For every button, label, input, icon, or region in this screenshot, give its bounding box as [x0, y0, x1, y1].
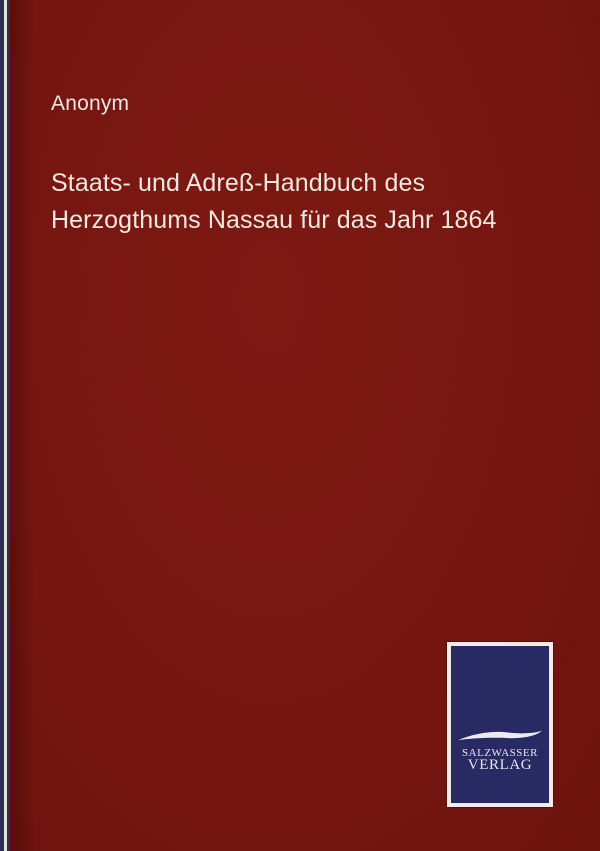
author-name: Anonym	[51, 92, 130, 115]
publisher-logo	[447, 642, 553, 807]
book-title	[51, 165, 497, 239]
book-title-line-2: Herzogthums Nassau für das Jahr 1864	[51, 206, 497, 234]
book-title-line-1: Staats- und Adreß-Handbuch des	[51, 169, 426, 197]
wave-icon	[457, 730, 543, 741]
publisher-name-top: SALZWASSER	[462, 747, 538, 759]
spine-shadow	[10, 0, 35, 851]
publisher-name-bottom: VERLAG	[467, 757, 533, 773]
